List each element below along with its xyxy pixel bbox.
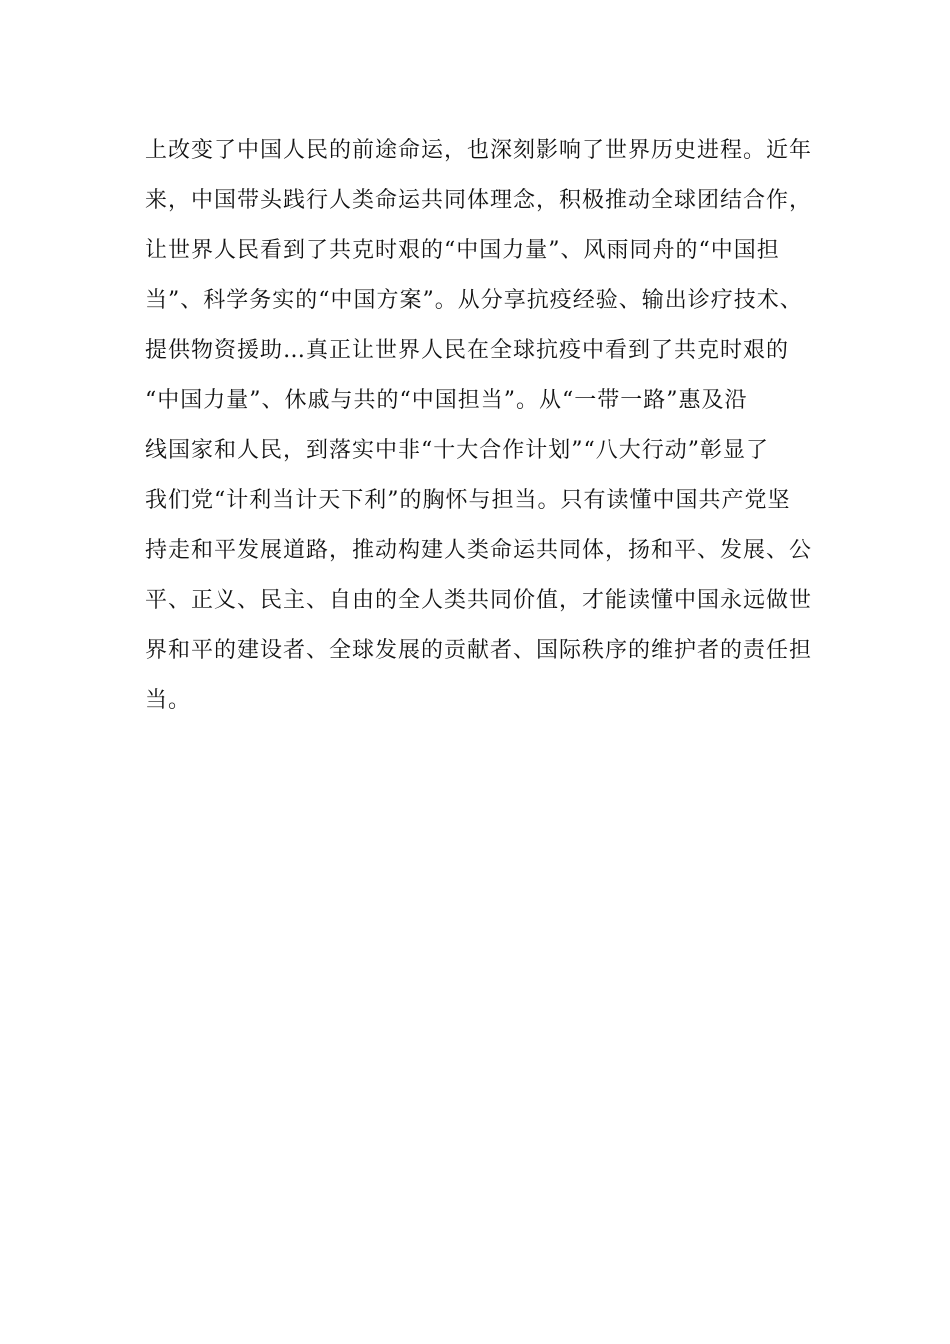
body-paragraph: [145, 126, 845, 726]
text-line-7: 线国家和人民，到落实中非“十大合作计划”“八大行动”彰显了: [145, 438, 769, 463]
text-line-10: 平、正义、民主、自由的全人类共同价值，才能读懂中国永远做世: [145, 588, 813, 613]
text-line-2: 来，中国带头践行人类命运共同体理念，积极推动全球团结合作，: [145, 188, 813, 213]
text-line-5: 提供物资援助…真正让世界人民在全球抗疫中看到了共克时艰的: [145, 338, 790, 363]
text-line-6: “中国力量”、休戚与共的“中国担当”。从“一带一路”惠及沿: [145, 388, 748, 413]
text-line-4: 当”、科学务实的“中国方案”。从分享抗疫经验、输出诊疗技术、: [145, 288, 803, 313]
text-line-9: 持走和平发展道路，推动构建人类命运共同体，扬和平、发展、公: [145, 538, 813, 563]
text-line-11: 界和平的建设者、全球发展的贡献者、国际秩序的维护者的责任担: [145, 638, 813, 663]
text-line-1: 上改变了中国人民的前途命运，也深刻影响了世界历史进程。近年: [145, 138, 813, 163]
text-line-12: 当。: [145, 688, 192, 713]
text-line-3: 让世界人民看到了共克时艰的“中国力量”、风雨同舟的“中国担: [145, 238, 780, 263]
text-line-8: 我们党“计利当计天下利”的胸怀与担当。只有读懂中国共产党坚: [145, 488, 791, 513]
